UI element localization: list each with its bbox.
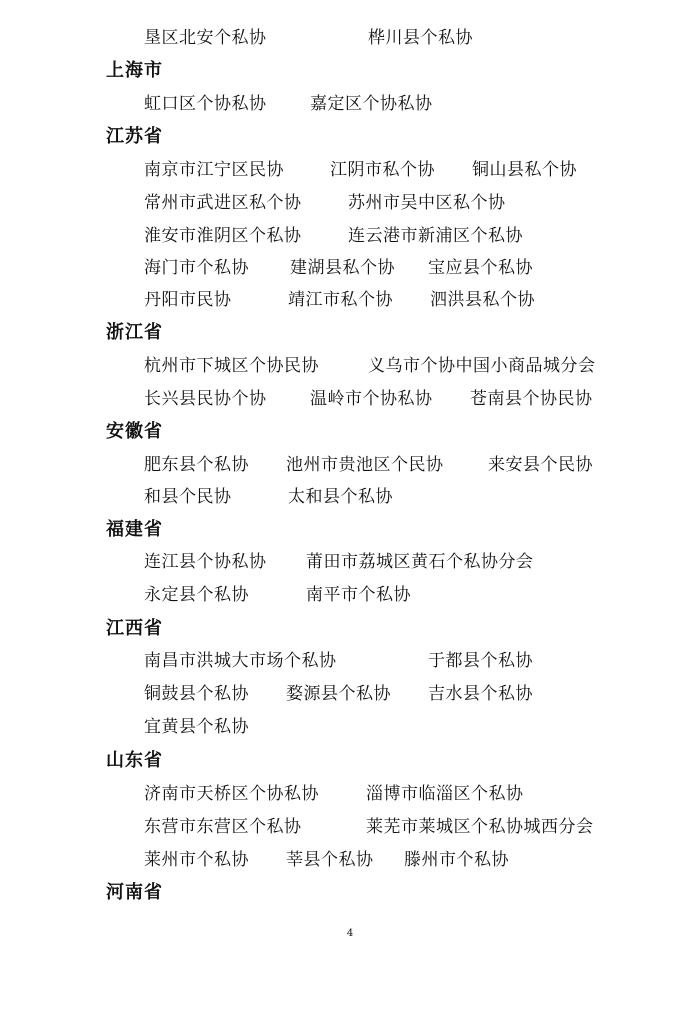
association-entry: 建湖县私个协 (290, 258, 395, 278)
association-entry: 嘉定区个协私协 (310, 94, 433, 114)
association-entry: 长兴县民协个协 (144, 389, 267, 409)
association-entry: 杭州市下城区个协民协 (144, 356, 319, 376)
association-entry: 泗洪县私个协 (430, 290, 535, 310)
association-entry: 丹阳市民协 (144, 290, 232, 310)
association-entry: 婺源县个私协 (286, 684, 391, 704)
association-entry: 池州市贵池区个民协 (286, 455, 444, 475)
association-entry: 济南市天桥区个协私协 (144, 784, 319, 804)
association-entry: 莆田市荔城区黄石个私协分会 (306, 552, 534, 572)
province-heading: 江西省 (106, 618, 163, 639)
association-entry: 东营市东营区个私协 (144, 817, 302, 837)
association-entry: 苍南县个协民协 (470, 389, 593, 409)
province-heading: 江苏省 (106, 126, 163, 147)
province-heading: 山东省 (106, 750, 163, 771)
association-entry: 垦区北安个私协 (144, 28, 267, 48)
association-entry: 海门市个私协 (144, 258, 249, 278)
association-entry: 太和县个私协 (288, 487, 393, 507)
page-number: 4 (346, 928, 354, 939)
association-entry: 宝应县个私协 (428, 258, 533, 278)
association-entry: 滕州市个私协 (404, 850, 509, 870)
association-entry: 常州市武进区私个协 (144, 193, 302, 213)
association-entry: 于都县个私协 (428, 651, 533, 671)
association-entry: 连江县个协私协 (144, 552, 267, 572)
association-entry: 铜山县私个协 (472, 160, 577, 180)
association-entry: 虹口区个协私协 (144, 94, 267, 114)
province-heading: 上海市 (106, 60, 163, 81)
province-heading: 浙江省 (106, 322, 163, 343)
association-entry: 和县个民协 (144, 487, 232, 507)
association-entry: 靖江市私个协 (288, 290, 393, 310)
association-entry: 南京市江宁区民协 (144, 160, 284, 180)
association-entry: 铜鼓县个私协 (144, 684, 249, 704)
association-entry: 永定县个私协 (144, 585, 249, 605)
association-entry: 来安县个民协 (488, 455, 593, 475)
province-heading: 福建省 (106, 519, 163, 540)
association-entry: 淄博市临淄区个私协 (366, 784, 524, 804)
association-entry: 淮安市淮阴区个私协 (144, 226, 302, 246)
association-entry: 吉水县个私协 (428, 684, 533, 704)
province-heading: 安徽省 (106, 421, 163, 442)
association-entry: 桦川县个私协 (368, 28, 473, 48)
association-entry: 莱芜市莱城区个私协城西分会 (366, 817, 594, 837)
province-heading: 河南省 (106, 882, 163, 903)
association-entry: 南昌市洪城大市场个私协 (144, 651, 337, 671)
association-entry: 温岭市个协私协 (310, 389, 433, 409)
association-entry: 莘县个私协 (286, 850, 374, 870)
association-entry: 苏州市吴中区私个协 (348, 193, 506, 213)
association-entry: 连云港市新浦区个私协 (348, 226, 523, 246)
association-entry: 宜黄县个私协 (144, 717, 249, 737)
association-entry: 江阴市私个协 (330, 160, 435, 180)
association-entry: 莱州市个私协 (144, 850, 249, 870)
association-entry: 肥东县个私协 (144, 455, 249, 475)
association-entry: 义乌市个协中国小商品城分会 (368, 356, 596, 376)
association-entry: 南平市个私协 (306, 585, 411, 605)
